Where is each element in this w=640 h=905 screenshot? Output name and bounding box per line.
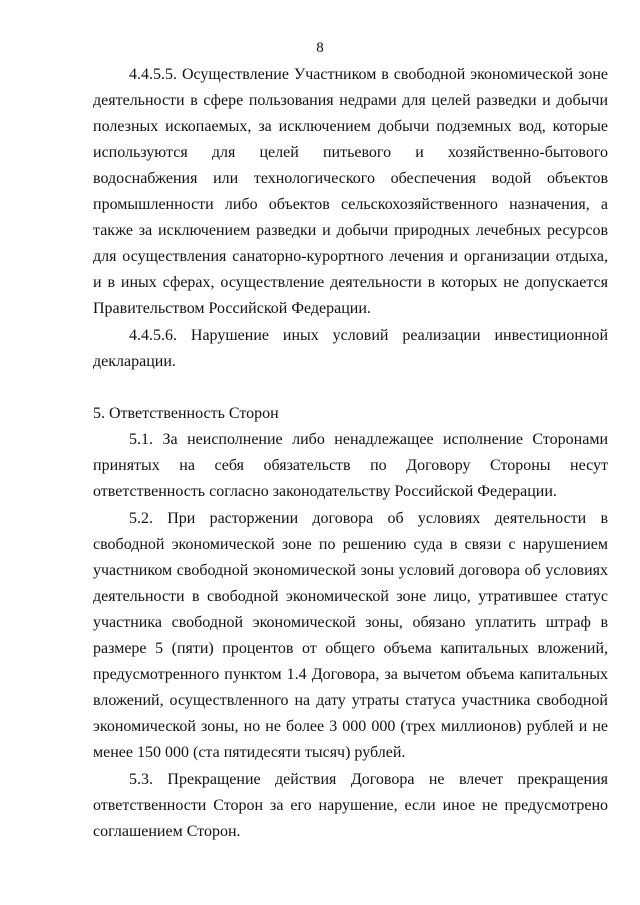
clause-5-3: 5.3. Прекращение действия Договора не влечет прекращения ответственности Сторон за его нарушение, если иное не предусмотрено соглашением Сторон. bbox=[93, 771, 608, 840]
page-number: 8 bbox=[316, 40, 324, 56]
clause-4-4-5-5: 4.4.5.5. Осуществление Участником в свободной экономической зоне деятельности в сфере пользования недрами для целей разведки и добычи полезных ископаемых, за исключением добычи подземных вод, которые используются для целей питьевого и хозяйственно-бытового водоснабжения или технологического обеспечения водой объектов промышленности либо объектов сельскохозяйственного назначения, а также за исключением разведки и добычи природных лечебных ресурсов для осуществления санаторно-курортного лечения и организации отдыха, и в иных сферах, осуществление деятельности в которых не допускается Правительством Российской Федерации. bbox=[93, 66, 608, 317]
document-body bbox=[93, 62, 608, 846]
clause-5-1: 5.1. За неисполнение либо ненадлежащее исполнение Сторонами принятых на себя обязательств по Договору Стороны несут ответственность согласно законодательству Российской Федерации. bbox=[93, 431, 608, 500]
clause-5-2: 5.2. При расторжении договора об условиях деятельности в свободной экономической зоне по решению суда в связи с нарушением участником свободной экономической зоны условий договора об условиях деятельности в свободной экономической зоне лицо, утратившее статус участника свободной экономической зоны, обязано уплатить штраф в размере 5 (пяти) процентов от общего объема капитальных вложений, предусмотренного пунктом 1.4 Договора, за вычетом объема капитальных вложений, осуществленного на дату утраты статуса участника свободной экономической зоны, но не более 3 000 000 (трех миллионов) рублей и не менее 150 000 (ста пятидесяти тысяч) рублей. bbox=[93, 510, 608, 761]
section-5-heading: 5. Ответственность Сторон bbox=[93, 405, 279, 422]
clause-4-4-5-6: 4.4.5.6. Нарушение иных условий реализации инвестиционной декларации. bbox=[93, 327, 608, 370]
